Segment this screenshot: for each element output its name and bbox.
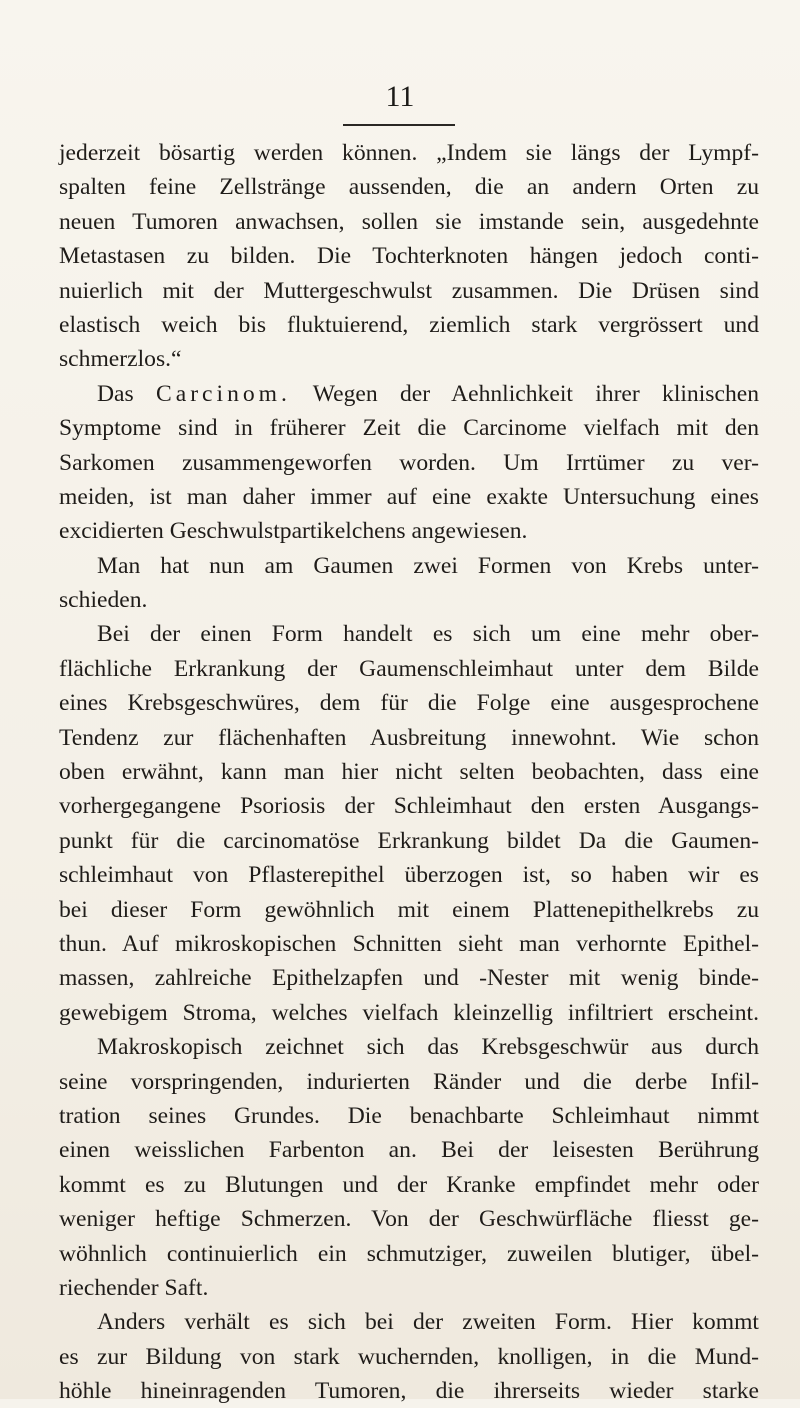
text-line: punkt für die carcinomatöse Erkrankung bildet Da die Gaumen- xyxy=(59,827,759,854)
text-line: riechender Saft. xyxy=(59,1274,209,1301)
text-line: höhle hineinragenden Tumoren, die ihrerseits wieder starke xyxy=(59,1378,759,1405)
text-line: Symptome sind in früherer Zeit die Carcinome vielfach mit den xyxy=(59,415,759,442)
spaced-term: Carcinom. xyxy=(155,380,291,407)
text-line: seine vorspringenden, indurierten Ränder und die derbe Infil- xyxy=(59,1068,759,1095)
text-line: Makroskopisch zeichnet sich das Krebsgeschwür aus durch xyxy=(97,1034,759,1061)
text-line: tration seines Grundes. Die benachbarte Schleimhaut nimmt xyxy=(59,1102,759,1129)
text-line: spalten feine Zellstränge aussenden, die an andern Orten zu xyxy=(59,174,759,201)
text-line: einen weisslichen Farbenton an. Bei der leisesten Berührung xyxy=(59,1137,759,1164)
text-line: Metastasen zu bilden. Die Tochterknoten hängen jedoch conti- xyxy=(59,243,759,270)
text-line: Man hat nun am Gaumen zwei Formen von Krebs unter- xyxy=(97,552,759,579)
text-line: weniger heftige Schmerzen. Von der Geschwürfläche fliesst ge- xyxy=(59,1206,759,1233)
text-line: kommt es zu Blutungen und der Kranke empfindet mehr oder xyxy=(59,1171,759,1198)
text-line: massen, zahlreiche Epithelzapfen und -Nester mit wenig binde- xyxy=(59,965,759,992)
text-line: es zur Bildung von stark wuchernden, knolligen, in die Mund- xyxy=(59,1343,759,1370)
text-line: nuierlich mit der Muttergeschwulst zusammen. Die Drüsen sind xyxy=(59,277,759,304)
page-number: 11 xyxy=(385,80,415,113)
text-line: elastisch weich bis fluktuierend, ziemlich stark vergrössert und xyxy=(59,311,759,338)
text-line: thun. Auf mikroskopischen Schnitten sieht man verhornte Epithel- xyxy=(59,930,759,957)
text-line: neuen Tumoren anwachsen, sollen sie imstande sein, ausgedehnte xyxy=(59,208,759,235)
text-line: flächliche Erkrankung der Gaumenschleimhaut unter dem Bilde xyxy=(59,655,759,682)
text-line: vorhergegangene Psoriosis der Schleimhaut den ersten Ausgangs- xyxy=(59,793,759,820)
text-line: Sarkomen zusammengeworfen worden. Um Irrtümer zu ver- xyxy=(59,449,759,476)
text-line: excidierten Geschwulstpartikelchens angewiesen. xyxy=(59,518,528,545)
body-text xyxy=(59,136,759,1408)
header-rule xyxy=(343,124,455,126)
text-line: oben erwähnt, kann man hier nicht selten beobachten, dass eine xyxy=(59,759,759,786)
text-line: Bei der einen Form handelt es sich um eine mehr ober- xyxy=(97,621,759,648)
text-line: schleimhaut von Pflasterepithel überzogen ist, so haben wir es xyxy=(59,862,759,889)
text-line: bei dieser Form gewöhnlich mit einem Plattenepithelkrebs zu xyxy=(59,896,759,923)
text-line: jederzeit bösartig werden können. „Indem sie längs der Lympf- xyxy=(59,140,759,166)
text-line: Anders verhält es sich bei der zweiten Form. Hier kommt xyxy=(97,1309,759,1336)
text-line: eines Krebsgeschwüres, dem für die Folge eine ausgesprochene xyxy=(59,690,759,717)
text-line: meiden, ist man daher immer auf eine exakte Untersuchung eines xyxy=(59,483,759,510)
text-line: schmerzlos.“ xyxy=(59,346,182,373)
text-line: schieden. xyxy=(59,587,148,614)
text-line: Tendenz zur flächenhaften Ausbreitung innewohnt. Wie schon xyxy=(59,724,759,751)
text-line: gewebigem Stroma, welches vielfach kleinzellig infiltriert erscheint. xyxy=(59,999,759,1026)
text-line: Das Carcinom. Wegen der Aehnlichkeit ihrer klinischen xyxy=(97,380,760,407)
text-line: wöhnlich continuierlich ein schmutziger, zuweilen blutiger, übel- xyxy=(59,1240,759,1267)
